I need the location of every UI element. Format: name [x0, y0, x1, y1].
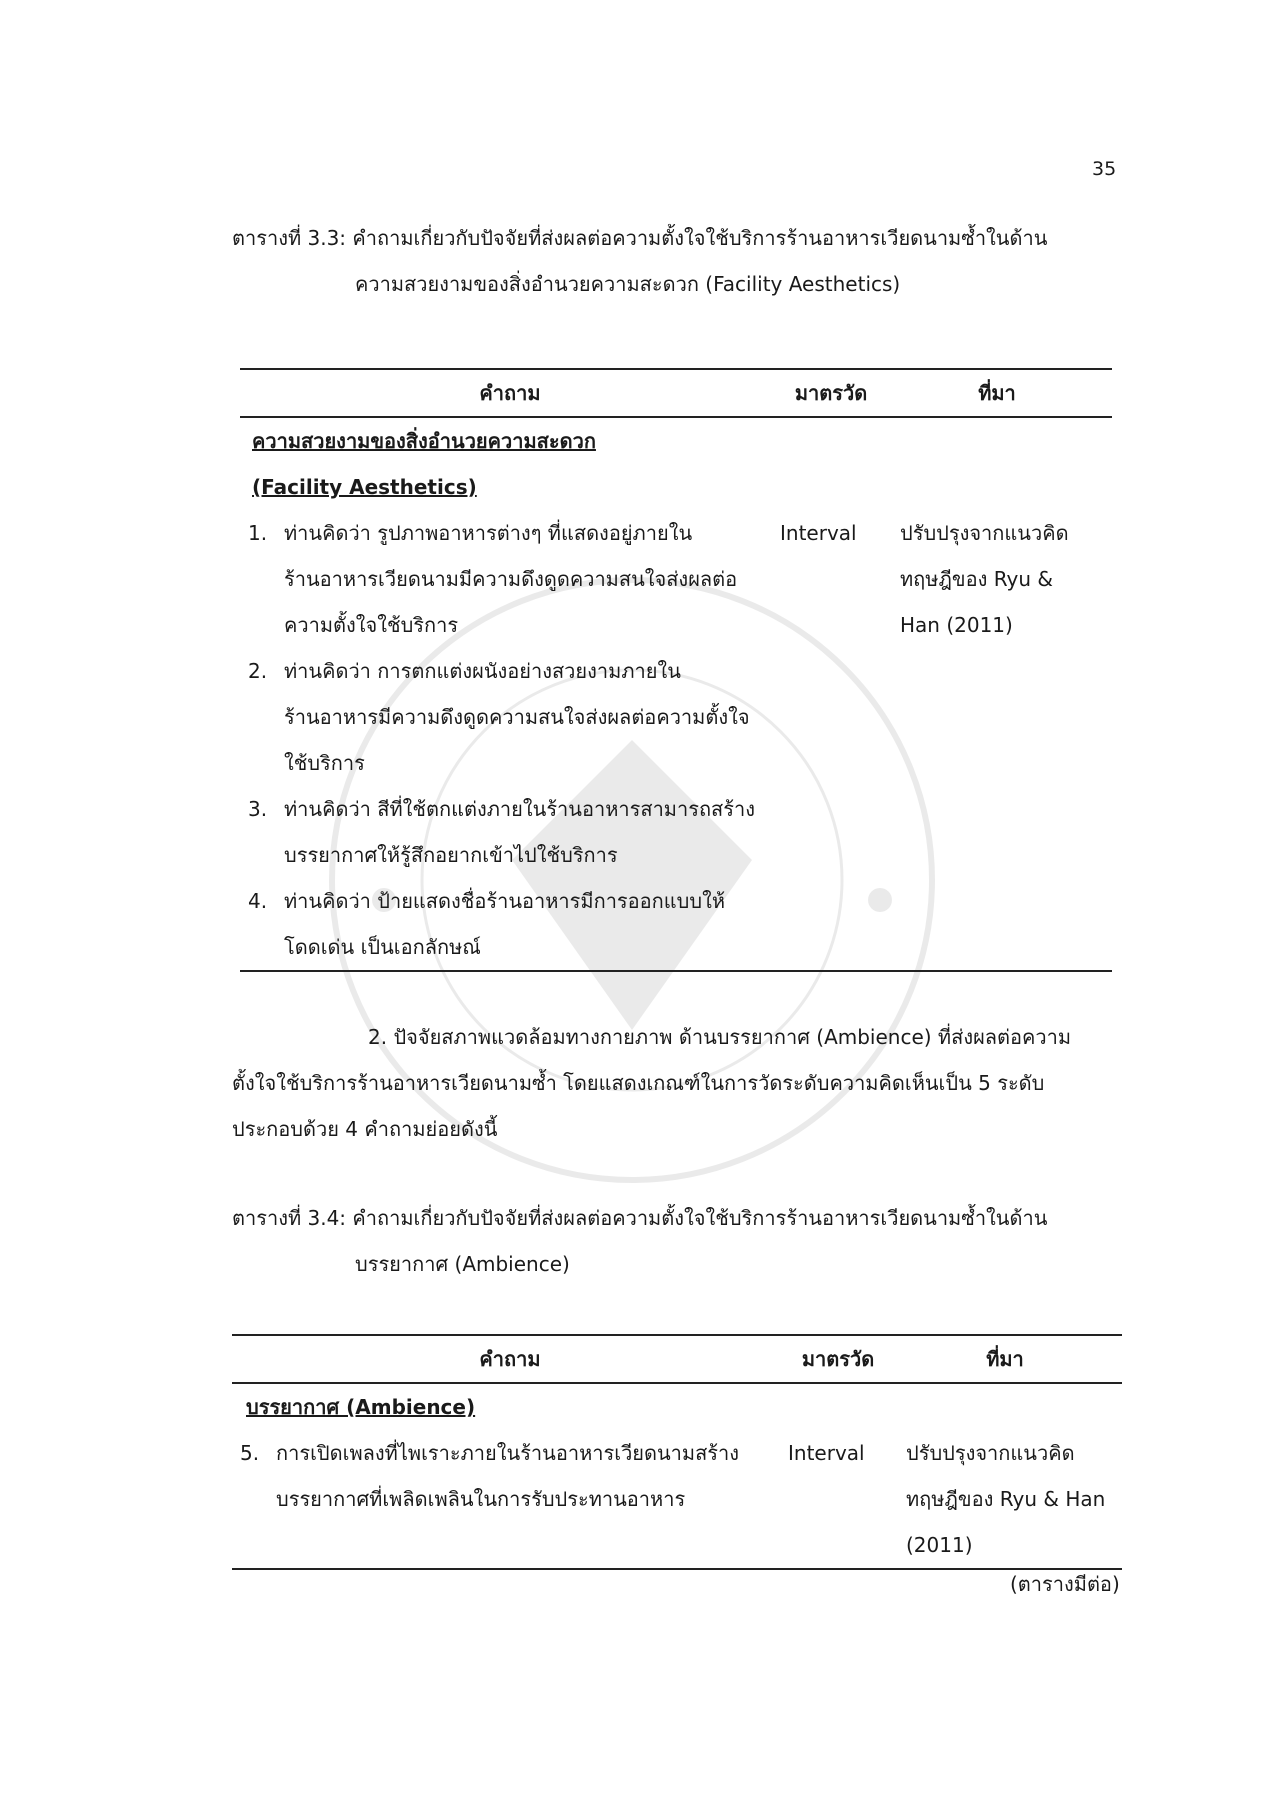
table2-caption	[232, 1195, 1047, 1287]
table2-header-scale: มาตรวัด	[788, 1335, 888, 1383]
source-line: ทฤษฎีของ Ryu & Han	[906, 1487, 1106, 1511]
question-line: ความตั้งใจใช้บริการ	[284, 613, 459, 637]
row-number: 4.	[248, 889, 268, 913]
row-number: 5.	[240, 1441, 260, 1465]
scale-cell: Interval	[788, 1430, 888, 1569]
table1-section-title: ความสวยงามของสิ่งอำนวยความสะดวก	[252, 429, 596, 453]
table1-header-question: คำถาม	[240, 369, 780, 417]
question-line: ร้านอาหารมีความดึงดูดความสนใจส่งผลต่อความตั้งใจ	[284, 705, 750, 729]
question-line: ท่านคิดว่า ป้ายแสดงชื่อร้านอาหารมีการออกแบบให้	[284, 889, 726, 913]
table1-section-subtitle: (Facility Aesthetics)	[252, 475, 477, 499]
table1-caption	[232, 215, 1047, 307]
table2	[232, 1334, 1122, 1570]
table-row	[240, 510, 1112, 648]
source-cell	[882, 510, 1112, 648]
question-text	[284, 648, 750, 786]
source-line: Han (2011)	[900, 613, 1013, 637]
table-row	[240, 648, 1112, 786]
question-text	[284, 510, 737, 648]
table-row	[240, 786, 1112, 878]
table-row	[232, 1430, 1122, 1569]
table2-caption-line1: ตารางที่ 3.4: คำถามเกี่ยวกับปัจจัยที่ส่งผลต่อความตั้งใจใช้บริการร้านอาหารเวียดนามซ้ำในด้าน	[232, 1206, 1048, 1230]
paragraph-line: 2. ปัจจัยสภาพแวดล้อมทางกายภาพ ด้านบรรยากาศ (Ambience) ที่ส่งผลต่อความ	[368, 1025, 1072, 1049]
question-text	[276, 1430, 739, 1522]
table1-header-source: ที่มา	[882, 369, 1112, 417]
source-line: ทฤษฎีของ Ryu &	[900, 567, 1053, 591]
table2-header-question: คำถาม	[232, 1335, 788, 1383]
source-line: (2011)	[906, 1533, 973, 1557]
question-line: บรรยากาศให้รู้สึกอยากเข้าไปใช้บริการ	[284, 843, 618, 867]
row-number: 3.	[248, 797, 268, 821]
paragraph-line: ตั้งใจใช้บริการร้านอาหารเวียดนามซ้ำ โดยแสดงเกณฑ์ในการวัดระดับความคิดเห็นเป็น 5 ระดับ	[232, 1071, 1045, 1095]
question-line: ท่านคิดว่า สีที่ใช้ตกแต่งภายในร้านอาหารสามารถสร้าง	[284, 797, 756, 821]
question-line: ร้านอาหารเวียดนามมีความดึงดูดความสนใจส่งผลต่อ	[284, 567, 738, 591]
question-text	[284, 786, 755, 878]
body-paragraph	[232, 1014, 1112, 1152]
table1-caption-line2: ความสวยงามของสิ่งอำนวยความสะดวก (Facility Aesthetics)	[355, 272, 901, 296]
table1	[240, 368, 1112, 972]
question-line: โดดเด่น เป็นเอกลักษณ์	[284, 935, 481, 959]
table2-header-source: ที่มา	[888, 1335, 1122, 1383]
table2-caption-line2: บรรยากาศ (Ambience)	[355, 1252, 570, 1276]
question-text	[284, 878, 725, 970]
source-cell	[888, 1430, 1122, 1569]
paragraph-line: ประกอบด้วย 4 คำถามย่อยดังนี้	[232, 1117, 498, 1141]
table-continued-note: (ตารางมีต่อ)	[1010, 1572, 1120, 1596]
table1-section-row	[240, 417, 1112, 510]
question-line: ใช้บริการ	[284, 751, 365, 775]
table2-header-row	[232, 1335, 1122, 1383]
page-number: 35	[1092, 158, 1117, 180]
row-number: 1.	[248, 521, 268, 545]
table1-header-row	[240, 369, 1112, 417]
table-row	[240, 878, 1112, 971]
source-line: ปรับปรุงจากแนวคิด	[900, 521, 1069, 545]
table2-section-title: บรรยากาศ (Ambience)	[246, 1395, 476, 1419]
question-line: ท่านคิดว่า รูปภาพอาหารต่างๆ ที่แสดงอยู่ภายใน	[284, 521, 693, 545]
row-number: 2.	[248, 659, 268, 683]
table1-caption-line1: ตารางที่ 3.3: คำถามเกี่ยวกับปัจจัยที่ส่งผลต่อความตั้งใจใช้บริการร้านอาหารเวียดนามซ้ำในด้าน	[232, 226, 1048, 250]
question-line: บรรยากาศที่เพลิดเพลินในการรับประทานอาหาร	[276, 1487, 686, 1511]
scale-cell: Interval	[780, 521, 857, 545]
question-line: ท่านคิดว่า การตกแต่งผนังอย่างสวยงามภายใน	[284, 659, 681, 683]
table1-header-scale: มาตรวัด	[780, 369, 882, 417]
question-line: การเปิดเพลงที่ไพเราะภายในร้านอาหารเวียดนามสร้าง	[276, 1441, 740, 1465]
source-line: ปรับปรุงจากแนวคิด	[906, 1441, 1075, 1465]
table2-section-row	[232, 1383, 1122, 1430]
